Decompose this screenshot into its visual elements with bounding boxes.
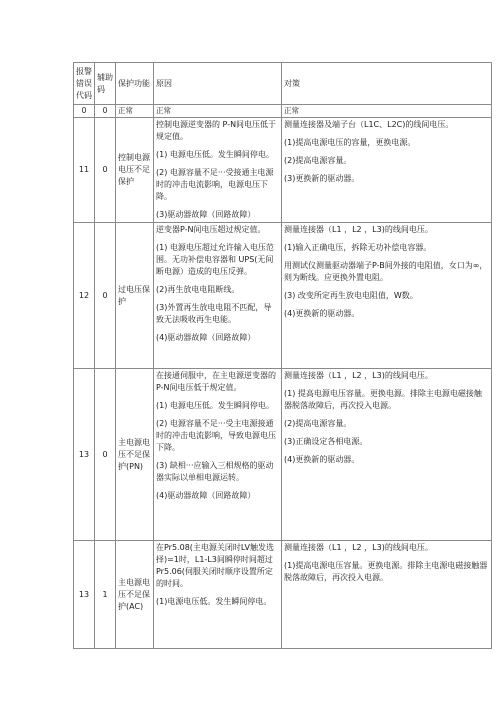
cause-line: (2) 电源容量不足···受接通主电源时的冲击电流影响，电源电压下降。 xyxy=(156,168,274,201)
cause-line: (1)电源电压低。发生瞬间停电。 xyxy=(156,597,272,606)
row-action xyxy=(282,369,492,541)
row-code: 13 xyxy=(74,541,95,649)
action-line: 用测试仪测量驱动器端子P-B间外接的电阻值，女口为∞，则为断线。应更换外置电阻。 xyxy=(284,261,488,282)
row-cause xyxy=(154,369,282,541)
header-cause: 原因 xyxy=(154,63,282,105)
row-func: 控制电源电压不足保护 xyxy=(116,118,154,223)
row-func: 主电源电压不足保护(PN) xyxy=(116,369,154,541)
cause-line: (2)再生放电电阻断线。 xyxy=(156,285,240,294)
alarm-table xyxy=(73,62,492,649)
row-code: 12 xyxy=(74,223,95,369)
subheader-aux: 0 xyxy=(95,105,116,118)
cause-line: 逆变器P-N间电压超过规定值。 xyxy=(156,225,266,234)
row-aux: 0 xyxy=(95,118,116,223)
row-action xyxy=(282,118,492,223)
cause-line: (3)外置再生放电电阻不匹配，导致无法吸收再生电能。 xyxy=(156,303,272,324)
subheader-func: 正常 xyxy=(116,105,154,118)
cause-line: 在接通伺服中，在主电源逆变器的 P-N间电压低于规定值。 xyxy=(156,371,276,392)
action-line: (1) 提高电源电压容量。更换电源。排除主电源电磁接触器脱落故障后，再次投入电源。 xyxy=(284,389,482,410)
row-code: 11 xyxy=(74,118,95,223)
action-line: (1)提高电源电压的容量，更换电源。 xyxy=(284,138,416,147)
action-line: 测量连接器及端子台（L1C、L2C)的线间电压。 xyxy=(284,120,454,129)
subheader-code: 0 xyxy=(74,105,95,118)
cause-line: (1) 电源电压低。发生瞬间停电。 xyxy=(156,150,274,159)
action-line: 测量连接器（L1 ，L2 ，L3)的线间电压。 xyxy=(284,371,433,380)
row-aux: 0 xyxy=(95,223,116,369)
cause-line: (1) 电源电压超过允许输入电压范围。无功补偿电容器和 UPS(无间断电源）造成的电压反弹。 xyxy=(156,243,274,276)
action-line: (4)更换新的驱动器。 xyxy=(284,309,360,318)
cause-line: (3)驱动器故障（回路故障） xyxy=(156,210,256,219)
cause-line: (3) 缺相···应输入三相规格的驱动器实际以单相电源运转。 xyxy=(156,461,274,482)
row-code: 13 xyxy=(74,369,95,541)
action-line: (4)更换新的驱动器。 xyxy=(284,455,360,464)
row-func: 过电压保护 xyxy=(116,223,154,369)
subheader-row xyxy=(74,105,492,118)
action-line: (1)输入正确电压，拆除无功补偿电容器。 xyxy=(284,243,432,252)
table-row xyxy=(74,369,492,541)
subheader-cause: 正常 xyxy=(154,105,282,118)
table-row xyxy=(74,223,492,369)
header-code: 报警错误代码 xyxy=(74,63,95,105)
action-line: (3)更换新的驱动器。 xyxy=(284,174,360,183)
subheader-action: 正常 xyxy=(282,105,492,118)
action-line: (3) 改变所定再生放电电阻值，W数。 xyxy=(284,291,418,300)
action-line: 测量连接器（L1 ，L2 ，L3)的线间电压。 xyxy=(284,543,433,552)
row-cause xyxy=(154,118,282,223)
action-line: (3)正确设定各相电源。 xyxy=(284,437,368,446)
action-line: 测量连接器（L1 ，L2 ，L3)的线间电压。 xyxy=(284,225,433,234)
action-line: (2)提高电源容量。 xyxy=(284,156,352,165)
row-aux: 1 xyxy=(95,541,116,649)
row-cause xyxy=(154,223,282,369)
cause-line: 控制电源逆变器的 P-N间电压低于规定值。 xyxy=(156,120,277,141)
cause-line: (4)驱动器故障（回路故障） xyxy=(156,491,256,500)
cause-line: (4)驱动器故障（回路故障） xyxy=(156,333,256,342)
table-row xyxy=(74,541,492,649)
action-line: (2)提高电源容量。 xyxy=(284,419,352,428)
row-func: 主电源电压不足保护(AC) xyxy=(116,541,154,649)
cause-line: 在Pr5.08(主电源关闭时LV触发选择)=1时，L1-L3间瞬停时间超过Pr5.06(伺服关闭时顺序设置所定的时间。 xyxy=(156,543,274,588)
row-aux: 0 xyxy=(95,369,116,541)
table-row xyxy=(74,118,492,223)
cause-line: (1) 电源电压低。发生瞬间停电。 xyxy=(156,401,274,410)
header-action: 对策 xyxy=(282,63,492,105)
header-row xyxy=(74,63,492,105)
row-action xyxy=(282,541,492,649)
header-func: 保护功能 xyxy=(116,63,154,105)
row-action xyxy=(282,223,492,369)
header-aux: 辅助码 xyxy=(95,63,116,105)
row-cause xyxy=(154,541,282,649)
action-line: (1)提高电源电压容量。更换电源。排除主电源电磁接触器脱落故障后，再次投入电源。 xyxy=(284,561,488,582)
cause-line: (2) 电源容量不足···受主电源接通时的冲击电流影响，导致电源电压下降。 xyxy=(156,419,276,452)
